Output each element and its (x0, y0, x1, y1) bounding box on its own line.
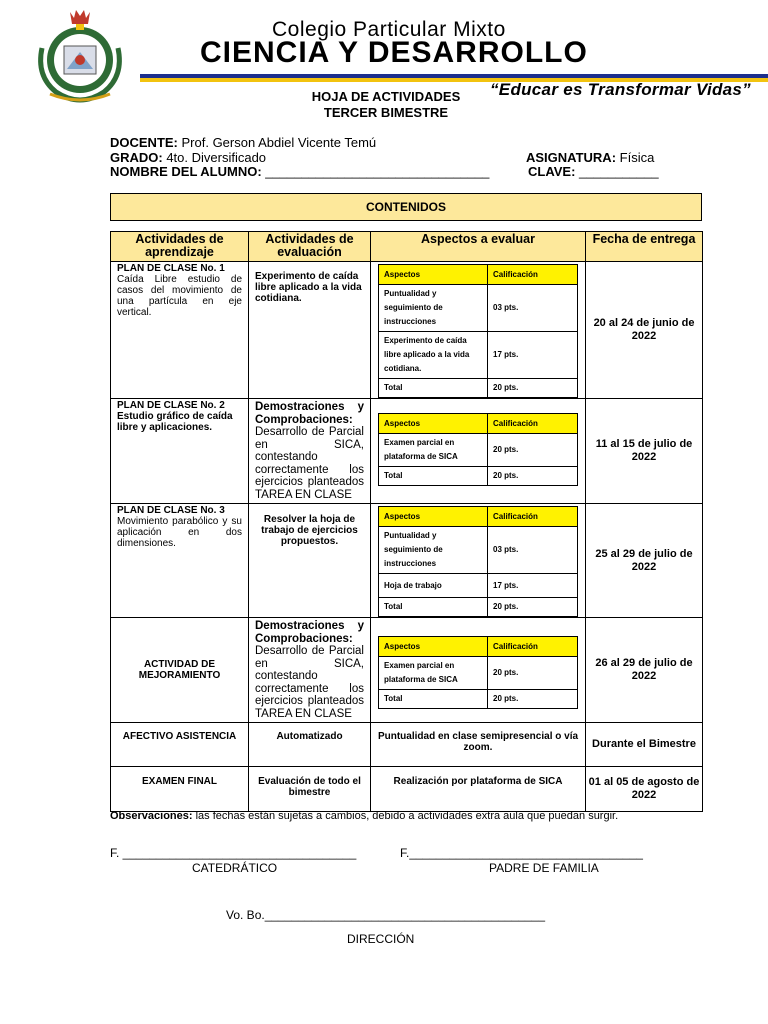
info-asignatura (526, 150, 654, 165)
table-row (111, 262, 703, 399)
aspects-col-header: Aspectos (379, 637, 488, 657)
nombre-blank: _______________________________ (261, 164, 490, 179)
aspect-row (379, 332, 578, 379)
aspects-cell (371, 262, 586, 399)
aspects-header-row (379, 265, 578, 285)
info-grado (110, 150, 266, 165)
aspect-score: 20 pts. (488, 690, 578, 709)
aspect-score: 20 pts. (488, 598, 578, 617)
table-row (111, 618, 703, 723)
fecha-cell: 20 al 24 de junio de 2022 (586, 262, 703, 399)
aspects-table (378, 636, 578, 709)
table-row (111, 399, 703, 504)
aspect-name: Examen parcial en plataforma de SICA (379, 657, 488, 690)
aspect-row (379, 574, 578, 598)
plan-title: EXAMEN FINAL (142, 776, 217, 787)
fecha-cell: 11 al 15 de julio de 2022 (586, 399, 703, 504)
aspect-name: Examen parcial en plataforma de SICA (379, 434, 488, 467)
evaluation-title: Demostraciones y Comprobaciones: (255, 620, 364, 645)
aspects-table (378, 506, 578, 617)
fecha-cell: 01 al 05 de agosto de 2022 (586, 767, 703, 812)
aspects-header-row (379, 637, 578, 657)
aspects-header-row (379, 507, 578, 527)
aspects-cell: Realización por plataforma de SICA (371, 767, 586, 812)
plan-title: ACTIVIDAD DE MEJORAMIENTO (138, 659, 221, 681)
evaluation-cell: Resolver la hoja de trabajo de ejercicios propuestos. (249, 504, 371, 618)
activity-cell (111, 262, 249, 399)
school-name-line1: Colegio Particular Mixto (272, 18, 506, 41)
evaluation-cell (249, 618, 371, 723)
plan-title: PLAN DE CLASE No. 2 (117, 400, 225, 411)
activity-cell (111, 723, 249, 767)
plan-title: AFECTIVO ASISTENCIA (122, 731, 237, 742)
aspect-score: 17 pts. (488, 574, 578, 598)
plan-title: PLAN DE CLASE No. 3 (117, 505, 225, 516)
header-aspectos-evaluar: Aspectos a evaluar (371, 232, 586, 262)
aspect-name: Puntualidad y seguimiento de instrucciones (379, 527, 488, 574)
aspect-row (379, 434, 578, 467)
aspect-score: 03 pts. (488, 285, 578, 332)
table-row (111, 504, 703, 618)
school-crest-logo (32, 6, 128, 104)
signature-label-catedratico: CATEDRÁTICO (192, 861, 278, 875)
aspect-name: Puntualidad y seguimiento de instrucciones (379, 285, 488, 332)
aspects-col-header: Aspectos (379, 414, 488, 434)
fecha-cell: 25 al 29 de julio de 2022 (586, 504, 703, 618)
aspect-row (379, 285, 578, 332)
activity-cell (111, 767, 249, 812)
plan-description: Movimiento parabólico y su aplicación en dos dimensiones. (117, 516, 242, 549)
nombre-label: NOMBRE DEL ALUMNO: (110, 164, 262, 179)
aspect-name: Hoja de trabajo (379, 574, 488, 598)
aspect-name: Total (379, 690, 488, 709)
evaluation-body: Desarrollo de Parcial en SICA, contestando correctamente los ejercicios planteados TAREA EN CLASE (255, 645, 364, 720)
aspect-score: 20 pts. (488, 467, 578, 486)
aspect-score: 20 pts. (488, 379, 578, 398)
calificacion-col-header: Calificación (488, 507, 578, 527)
signature-label-direccion: DIRECCIÓN (347, 932, 415, 946)
aspects-table (378, 413, 578, 486)
signature-line-padre: F.___________________________________ (400, 846, 643, 860)
evaluation-title: Demostraciones y Comprobaciones: (255, 401, 364, 426)
aspect-name: Total (379, 379, 488, 398)
info-nombre-alumno (110, 164, 489, 179)
aspect-score: 20 pts. (488, 657, 578, 690)
school-name-line2: CIENCIA Y DESARROLLO (200, 36, 588, 69)
header-actividades-aprendizaje: Actividades de aprendizaje (111, 232, 249, 262)
evaluation-text: Experimento de caída libre aplicado a la vida cotidiana. (255, 271, 362, 304)
docente-label: DOCENTE: (110, 135, 178, 150)
aspect-total-row (379, 467, 578, 486)
calificacion-col-header: Calificación (488, 414, 578, 434)
grado-value: 4to. Diversificado (162, 150, 267, 165)
aspects-col-header: Aspectos (379, 265, 488, 285)
aspect-score: 17 pts. (488, 332, 578, 379)
table-row (111, 723, 703, 767)
info-docente (110, 135, 376, 150)
aspects-table (378, 264, 578, 398)
aspects-header-row (379, 414, 578, 434)
aspect-score: 03 pts. (488, 527, 578, 574)
plan-description: Caída Libre estudio de casos del movimiento de una partícula en eje vertical. (117, 274, 242, 318)
aspects-cell (371, 618, 586, 723)
activities-table (110, 231, 703, 812)
info-clave (528, 164, 659, 179)
clave-blank: ___________ (575, 164, 659, 179)
evaluation-body: Desarrollo de Parcial en SICA, contestando correctamente los ejercicios planteados TAREA EN CLASE (255, 426, 364, 501)
plan-title: PLAN DE CLASE No. 1 (117, 263, 225, 274)
school-slogan: “Educar es Transformar Vidas” (490, 80, 751, 99)
activity-cell (111, 618, 249, 723)
activity-cell (111, 399, 249, 504)
contenidos-banner: CONTENIDOS (110, 193, 702, 221)
evaluation-cell: Evaluación de todo el bimestre (249, 767, 371, 812)
evaluation-cell (249, 399, 371, 504)
aspect-name: Total (379, 467, 488, 486)
fecha-cell: 26 al 29 de julio de 2022 (586, 618, 703, 723)
signature-line-vobo: Vo. Bo.__________________________________________ (226, 908, 545, 922)
asignatura-value: Física (616, 150, 655, 165)
activity-cell (111, 504, 249, 618)
aspect-name: Experimento de caída libre aplicado a la vida cotidiana. (379, 332, 488, 379)
header-actividades-evaluacion: Actividades de evaluación (249, 232, 371, 262)
fecha-cell: Durante el Bimestre (586, 723, 703, 767)
calificacion-col-header: Calificación (488, 637, 578, 657)
grado-label: GRADO: (110, 150, 163, 165)
aspect-total-row (379, 690, 578, 709)
observaciones-label: Observaciones: (110, 810, 193, 822)
clave-label: CLAVE: (528, 164, 576, 179)
document-title: HOJA DE ACTIVIDADES (311, 89, 461, 104)
evaluation-cell: Automatizado (249, 723, 371, 767)
observaciones (110, 810, 618, 822)
aspect-row (379, 657, 578, 690)
aspect-row (379, 527, 578, 574)
asignatura-label: ASIGNATURA: (526, 150, 617, 165)
aspect-total-row (379, 379, 578, 398)
aspect-score: 20 pts. (488, 434, 578, 467)
aspects-cell (371, 399, 586, 504)
table-header-row (111, 232, 703, 262)
docente-value: Prof. Gerson Abdiel Vicente Temú (177, 135, 377, 150)
calificacion-col-header: Calificación (488, 265, 578, 285)
aspects-col-header: Aspectos (379, 507, 488, 527)
table-row (111, 767, 703, 812)
document-subtitle: TERCER BIMESTRE (323, 105, 449, 120)
plan-description: Estudio gráfico de caída libre y aplicaciones. (117, 411, 233, 433)
signature-label-padre: PADRE DE FAMILIA (489, 861, 599, 875)
observaciones-text: las fechas están sujetas a cambios, debido a actividades extra aula que puedan surgir. (192, 810, 619, 822)
aspects-cell (371, 504, 586, 618)
aspect-name: Total (379, 598, 488, 617)
aspects-cell: Puntualidad en clase semipresencial o vía zoom. (371, 723, 586, 767)
aspect-total-row (379, 598, 578, 617)
header-fecha-entrega: Fecha de entrega (586, 232, 703, 262)
signature-line-catedratico: F. ___________________________________ (110, 846, 357, 860)
evaluation-cell (249, 262, 371, 399)
